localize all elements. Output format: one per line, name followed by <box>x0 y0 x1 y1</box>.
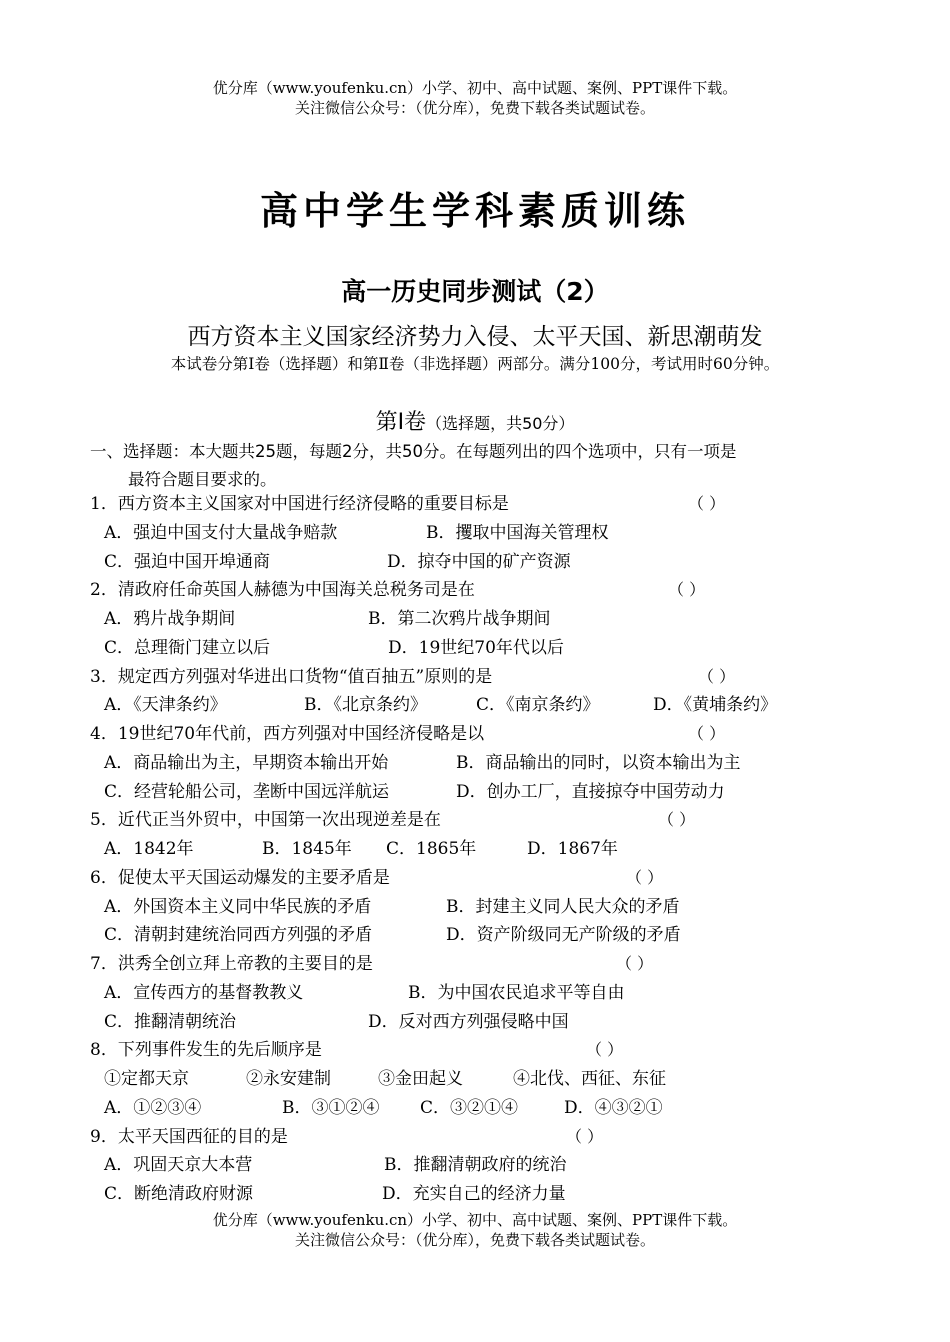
part-title: 第Ⅰ卷 <box>375 410 427 435</box>
question-stem: 8．下列事件发生的先后顺序是 <box>90 1040 322 1061</box>
page-footer <box>0 1210 950 1250</box>
option-row <box>90 1008 890 1037</box>
option-a[interactable]: A．《天津条约》 <box>104 695 227 716</box>
option-c[interactable]: C．清朝封建统治同西方列强的矛盾 <box>104 925 373 946</box>
question-1 <box>90 490 890 519</box>
question-list <box>90 490 890 1209</box>
option-a[interactable]: A．1842年 <box>104 839 194 859</box>
option-b[interactable]: B．商品输出的同时，以资本输出为主 <box>456 752 741 773</box>
option-d[interactable]: D．反对西方列强侵略中国 <box>368 1011 569 1032</box>
option-row <box>90 605 890 634</box>
option-row <box>90 778 890 807</box>
option-c[interactable]: C．经营轮船公司，垄断中国远洋航运 <box>104 781 390 802</box>
answer-blank[interactable]: （ ） <box>626 867 664 887</box>
option-a[interactable]: A．鸦片战争期间 <box>104 609 236 629</box>
question-9 <box>90 1123 890 1152</box>
footer-line-2: 关注微信公众号：（优分库），免费下载各类试题试卷。 <box>294 1231 655 1249</box>
question-stem: 3．规定西方列强对华进出口货物“值百抽五”原则的是 <box>90 666 493 687</box>
option-d[interactable]: D．《黄埔条约》 <box>653 695 778 716</box>
answer-blank[interactable]: （ ） <box>688 494 726 513</box>
question-stem: 4．19世纪70年代前，西方列强对中国经济侵略是以 <box>90 724 485 744</box>
option-a[interactable]: A．宣传西方的基督教教义 <box>104 982 304 1003</box>
option-a[interactable]: A．强迫中国支付大量战争赔款 <box>104 522 338 543</box>
event-4: ④北伐、西征、东征 <box>513 1069 666 1089</box>
option-c[interactable]: C．总理衙门建立以后 <box>104 637 271 658</box>
option-row <box>90 979 890 1008</box>
option-b[interactable]: B．攫取中国海关管理权 <box>426 522 609 543</box>
question-stem: 1．西方资本主义国家对中国进行经济侵略的重要目标是 <box>90 494 509 514</box>
section-line-1: 一、选择题：本大题共25题，每题2分，共50分。在每题列出的四个选项中，只有一项是 <box>90 442 737 461</box>
option-b[interactable]: B．为中国农民追求平等自由 <box>408 982 625 1003</box>
option-row <box>90 1151 890 1180</box>
header-line-2: 关注微信公众号：（优分库），免费下载各类试题试卷。 <box>294 99 655 117</box>
question-2 <box>90 576 890 605</box>
question-stem: 6．促使太平天国运动爆发的主要矛盾是 <box>90 867 390 888</box>
subtitle: 高一历史同步测试（2） <box>341 277 609 306</box>
option-c[interactable]: C．强迫中国开埠通商 <box>104 551 271 572</box>
header-line-1: 优分库（www.youfenku.cn）小学、初中、高中试题、案例、PPT课件下载。 <box>212 79 738 97</box>
option-d[interactable]: D．④③②① <box>564 1097 663 1118</box>
option-a[interactable]: A．巩固天京大本营 <box>104 1155 253 1176</box>
question-stem: 5．近代正当外贸中，中国第一次出现逆差是在 <box>90 810 441 831</box>
option-d[interactable]: D．1867年 <box>527 839 618 859</box>
main-title: 高中学生学科素质训练 <box>259 189 690 233</box>
answer-blank[interactable]: （ ） <box>698 666 736 686</box>
option-b[interactable]: B．1845年 <box>262 839 352 859</box>
option-row <box>90 1094 890 1123</box>
option-b[interactable]: B．③①②④ <box>282 1097 380 1118</box>
option-a[interactable]: A．外国资本主义同中华民族的矛盾 <box>104 896 372 917</box>
option-b[interactable]: B．第二次鸦片战争期间 <box>368 609 551 629</box>
option-a[interactable]: A．商品输出为主，早期资本输出开始 <box>104 752 389 773</box>
answer-blank[interactable]: （ ） <box>658 810 696 830</box>
option-c[interactable]: C．③②①④ <box>420 1097 519 1118</box>
option-row <box>90 691 890 720</box>
question-6 <box>90 864 890 893</box>
question-8 <box>90 1036 890 1065</box>
answer-blank[interactable]: （ ） <box>688 724 726 743</box>
footer-line-1: 优分库（www.youfenku.cn）小学、初中、高中试题、案例、PPT课件下载。 <box>212 1211 738 1229</box>
question-stem: 2．清政府任命英国人赫德为中国海关总税务司是在 <box>90 580 475 601</box>
option-d[interactable]: D．掠夺中国的矿产资源 <box>387 551 571 572</box>
option-a[interactable]: A．①②③④ <box>104 1097 202 1118</box>
option-c[interactable]: C．推翻清朝统治 <box>104 1011 237 1032</box>
topic-line: 西方资本主义国家经济势力入侵、太平天国、新思潮萌发 <box>187 324 763 350</box>
option-row <box>90 749 890 778</box>
question-4 <box>90 720 890 749</box>
event-3: ③金田起义 <box>378 1069 463 1089</box>
option-c[interactable]: C．断绝清政府财源 <box>104 1184 254 1204</box>
question-stem: 9．太平天国西征的目的是 <box>90 1126 288 1147</box>
option-row <box>90 519 890 548</box>
option-b[interactable]: B．封建主义同人民大众的矛盾 <box>446 896 680 917</box>
answer-blank[interactable]: （ ） <box>566 1126 604 1146</box>
option-d[interactable]: D．创办工厂，直接掠夺中国劳动力 <box>456 781 725 802</box>
event-2: ②永安建制 <box>246 1069 331 1089</box>
answer-blank[interactable]: （ ） <box>616 954 654 973</box>
part-note: （选择题，共50分） <box>426 414 575 433</box>
option-d[interactable]: D．充实自己的经济力量 <box>382 1184 566 1204</box>
section-heading <box>90 438 880 494</box>
section-line-2: 最符合题目要求的。 <box>128 470 277 489</box>
option-row <box>90 548 890 577</box>
part-heading <box>0 405 950 436</box>
option-b[interactable]: B．推翻清朝政府的统治 <box>384 1155 567 1176</box>
instructions: 本试卷分第Ⅰ卷（选择题）和第Ⅱ卷（非选择题）两部分。满分100分，考试用时60分钟。 <box>170 355 780 373</box>
question-stem: 7．洪秀全创立拜上帝教的主要目的是 <box>90 954 373 974</box>
option-d[interactable]: D．资产阶级同无产阶级的矛盾 <box>446 925 681 946</box>
option-row <box>90 893 890 922</box>
event-1: ①定都天京 <box>104 1069 189 1089</box>
page-header <box>0 78 950 118</box>
option-b[interactable]: B．《北京条约》 <box>304 695 427 716</box>
option-c[interactable]: C．1865年 <box>386 839 477 859</box>
answer-blank[interactable]: （ ） <box>668 580 706 600</box>
answer-blank[interactable]: （ ） <box>586 1040 624 1060</box>
option-row <box>90 634 890 663</box>
option-row <box>90 835 890 864</box>
question-5 <box>90 806 890 835</box>
option-c[interactable]: C．《南京条约》 <box>476 695 600 716</box>
option-d[interactable]: D．19世纪70年代以后 <box>388 637 564 658</box>
option-row <box>90 921 890 950</box>
question-7 <box>90 950 890 979</box>
option-row <box>90 1180 890 1209</box>
question-3 <box>90 663 890 692</box>
event-row <box>90 1065 890 1094</box>
